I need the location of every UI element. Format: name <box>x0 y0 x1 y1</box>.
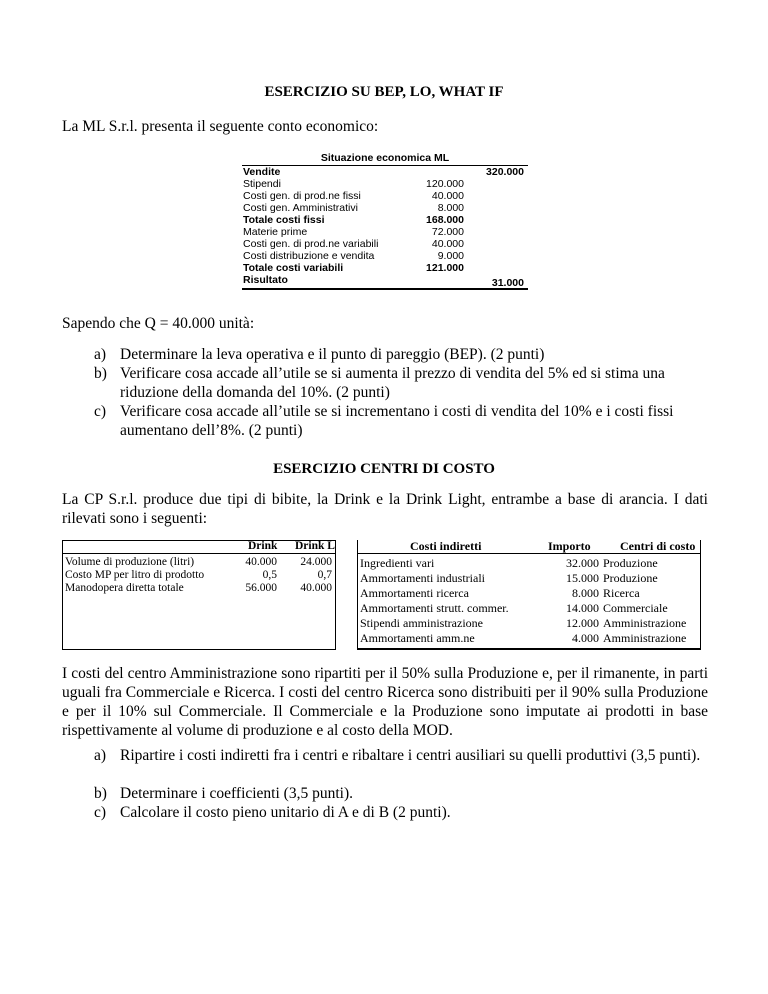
item-text: Calcolare il costo pieno unitario di A e di B (2 punti). <box>120 804 451 821</box>
economic-row-label: Costi distribuzione e vendita <box>243 250 375 262</box>
col-costi: Costi indiretti <box>410 539 482 553</box>
economic-row <box>242 238 528 250</box>
production-table <box>62 540 336 650</box>
col-centri: Centri di costo <box>620 539 696 553</box>
cost-name: Ingredienti vari <box>360 556 435 570</box>
item-marker: a) <box>94 346 107 363</box>
economic-row <box>242 274 528 290</box>
economic-row <box>242 262 528 274</box>
item-marker: b) <box>94 365 107 382</box>
economic-row-label: Risultato <box>243 274 288 286</box>
economic-row-cost: 168.000 <box>426 214 464 226</box>
row-label: Volume di produzione (litri) <box>65 556 195 568</box>
item-text: Verificare cosa accade all’utile se si incrementano i costi di vendita del 10% e i costi fissi aumentano dell’8%. (2 punti) <box>120 403 674 439</box>
economic-row-total: 320.000 <box>486 166 524 178</box>
cost-amount: 8.000 <box>572 586 599 600</box>
row-drink-l: 40.000 <box>300 582 332 594</box>
item-text: Determinare i coefficienti (3,5 punti). <box>120 785 353 802</box>
cost-name: Stipendi amministrazione <box>360 616 483 630</box>
item-marker: a) <box>94 747 107 764</box>
cost-center: Produzione <box>603 556 658 570</box>
item-marker: c) <box>94 804 107 821</box>
cost-name: Ammortamenti amm.ne <box>360 631 475 645</box>
cost-center: Ricerca <box>603 586 640 600</box>
table-row <box>63 569 335 581</box>
economic-row-label: Costi gen. Amministrativi <box>243 202 358 214</box>
ex2-title: ESERCIZIO CENTRI DI COSTO <box>273 461 495 477</box>
economic-table-title: Situazione economica ML <box>242 152 528 166</box>
row-label: Costo MP per litro di prodotto <box>65 569 205 581</box>
row-label: Manodopera diretta totale <box>65 582 184 594</box>
ex2-item-a <box>94 746 708 765</box>
economic-row-cost: 9.000 <box>437 250 464 262</box>
cost-center: Amministrazione <box>603 631 687 645</box>
cost-name: Ammortamenti industriali <box>360 571 485 585</box>
economic-row <box>242 178 528 190</box>
item-marker: b) <box>94 785 107 802</box>
cost-center: Commerciale <box>603 601 668 615</box>
table-row <box>358 556 700 570</box>
row-drink: 56.000 <box>245 582 277 594</box>
ex1-item-b <box>94 364 690 402</box>
economic-row-label: Vendite <box>243 166 281 178</box>
economic-row <box>242 250 528 262</box>
economic-row <box>242 166 528 178</box>
col-drink: Drink <box>248 540 278 552</box>
cost-name: Ammortamenti strutt. commer. <box>360 601 509 615</box>
economic-row-label: Totale costi variabili <box>243 262 344 274</box>
cost-amount: 15.000 <box>566 571 599 585</box>
economic-row <box>242 226 528 238</box>
economic-row-label: Stipendi <box>243 178 281 190</box>
table-row <box>358 586 700 600</box>
item-text: Verificare cosa accade all’utile se si aumenta il prezzo di vendita del 5% ed si stima una riduzione della domanda del 10%. (2 punti) <box>120 365 665 401</box>
economic-row-label: Costi gen. di prod.ne variabili <box>243 238 379 250</box>
ex1-item-a <box>94 345 690 364</box>
economic-row <box>242 214 528 226</box>
ex1-question: Sapendo che Q = 40.000 unità: <box>62 315 255 332</box>
economic-table-body <box>242 166 528 290</box>
table-row <box>63 582 335 594</box>
economic-table <box>242 152 528 290</box>
ex2-item-c <box>94 803 708 822</box>
ex1-title: ESERCIZIO SU BEP, LO, WHAT IF <box>264 84 504 100</box>
cost-amount: 14.000 <box>566 601 599 615</box>
economic-row-cost: 8.000 <box>437 202 464 214</box>
item-text: Determinare la leva operativa e il punto di pareggio (BEP). (2 punti) <box>120 346 545 363</box>
indirect-costs-table <box>357 540 701 650</box>
cost-amount: 32.000 <box>566 556 599 570</box>
cost-amount: 4.000 <box>572 631 599 645</box>
ex2-paragraph: I costi del centro Amministrazione sono ripartiti per il 50% sulla Produzione e, per il rimanente, in parti uguali fra Commerciale e Ricerca. I costi del centro Ricerca sono distribuiti per il 90% sulla Produzione e per il 10% sul Commerciale. Il Commerciale e la Produzione sono imputate ai prodotti in base rispettivamente al volume di produzione e al costo della MOD. <box>62 665 708 739</box>
economic-row <box>242 190 528 202</box>
ex1-intro: La ML S.r.l. presenta il seguente conto economico: <box>62 118 379 135</box>
item-text: Ripartire i costi indiretti fra i centri e ribaltare i centri ausiliari su quelli produttivi (3,5 punti). <box>120 747 701 764</box>
ex2-item-b <box>94 784 708 803</box>
row-drink: 40.000 <box>245 556 277 568</box>
costs-table-header <box>358 540 700 554</box>
table-row <box>358 616 700 630</box>
production-table-header <box>63 540 335 554</box>
table-row <box>358 571 700 585</box>
economic-row <box>242 202 528 214</box>
table-row <box>358 631 700 645</box>
cost-amount: 12.000 <box>566 616 599 630</box>
economic-row-label: Totale costi fissi <box>243 214 325 226</box>
economic-row-cost: 72.000 <box>431 226 464 238</box>
item-marker: c) <box>94 403 107 420</box>
row-drink-l: 24.000 <box>300 556 332 568</box>
economic-row-cost: 40.000 <box>431 238 464 250</box>
economic-row-total: 31.000 <box>491 277 524 289</box>
economic-row-label: Costi gen. di prod.ne fissi <box>243 190 361 202</box>
economic-row-cost: 121.000 <box>426 262 464 274</box>
economic-row-cost: 120.000 <box>426 178 464 190</box>
ex2-intro: La CP S.r.l. produce due tipi di bibite, la Drink e la Drink Light, entrambe a base di arancia. I dati rilevati sono i seguenti: <box>62 491 708 527</box>
ex1-item-c <box>94 402 690 440</box>
cost-center: Produzione <box>603 571 658 585</box>
table-row <box>63 556 335 568</box>
cost-center: Amministrazione <box>603 616 687 630</box>
col-importo: Importo <box>548 539 591 553</box>
economic-row-cost: 40.000 <box>431 190 464 202</box>
row-drink-l: 0,7 <box>317 569 332 581</box>
cost-name: Ammortamenti ricerca <box>360 586 469 600</box>
col-drink-l: Drink L <box>295 540 335 552</box>
table-row <box>358 601 700 615</box>
economic-row-label: Materie prime <box>243 226 308 238</box>
row-drink: 0,5 <box>262 569 277 581</box>
